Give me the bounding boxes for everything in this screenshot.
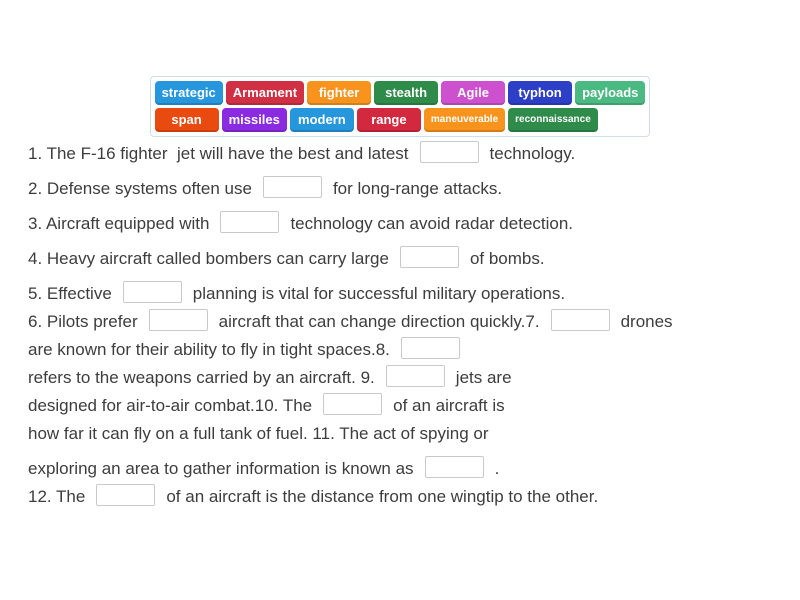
sentence-text: of an aircraft is the distance from one wingtip to the other. — [166, 487, 599, 506]
sentence-text: 6. Pilots prefer — [28, 312, 138, 331]
answer-blank[interactable] — [220, 211, 279, 233]
sentence-text: . — [494, 459, 500, 478]
sentence-text: 2. Defense systems often use — [28, 179, 252, 198]
sentence-line — [28, 336, 788, 364]
sentence-text: jets are — [455, 368, 512, 387]
sentence-text: designed for air-to-air combat.10. The — [28, 396, 313, 415]
word-bank-row — [155, 81, 646, 105]
answer-blank[interactable] — [420, 141, 479, 163]
answer-blank[interactable] — [263, 176, 322, 198]
sentence-text: for long-range attacks. — [332, 179, 503, 198]
sentence-line — [28, 364, 788, 392]
answer-blank[interactable] — [386, 365, 445, 387]
word-tile-maneuverable[interactable]: maneuverable — [424, 108, 505, 132]
sentence-text: technology can avoid radar detection. — [290, 214, 574, 233]
word-tile-stealth[interactable]: stealth — [374, 81, 438, 105]
sentence-paragraph — [28, 210, 788, 238]
word-bank — [150, 76, 651, 137]
sentence-text: technology. — [489, 144, 576, 163]
sentence-paragraph — [28, 140, 788, 168]
answer-blank[interactable] — [401, 337, 460, 359]
word-tile-range[interactable]: range — [357, 108, 421, 132]
sentence-line — [28, 483, 788, 511]
answer-blank[interactable] — [400, 246, 459, 268]
sentence-text: how far it can fly on a full tank of fuel. 11. The act of spying or — [28, 424, 489, 443]
answer-blank[interactable] — [96, 484, 155, 506]
sentence-line — [28, 280, 788, 308]
sentence-paragraph — [28, 455, 788, 511]
sentence-line — [28, 140, 788, 168]
answer-blank[interactable] — [149, 309, 208, 331]
sentence-text: drones — [620, 312, 673, 331]
sentence-text: exploring an area to gather information is known as — [28, 459, 414, 478]
sentence-list — [28, 140, 788, 511]
sentence-text: 12. The — [28, 487, 86, 506]
sentence-text: 4. Heavy aircraft called bombers can carry large — [28, 249, 389, 268]
sentence-line — [28, 420, 788, 448]
word-tile-agile[interactable]: Agile — [441, 81, 505, 105]
answer-blank[interactable] — [425, 456, 484, 478]
sentence-line — [28, 308, 788, 336]
word-tile-reconnaissance[interactable]: reconnaissance — [508, 108, 598, 132]
sentence-paragraph — [28, 175, 788, 203]
sentence-text: planning is vital for successful military operations. — [192, 284, 566, 303]
answer-blank[interactable] — [551, 309, 610, 331]
sentence-line — [28, 175, 788, 203]
word-tile-payloads[interactable]: payloads — [575, 81, 645, 105]
sentence-text: 5. Effective — [28, 284, 112, 303]
sentence-paragraph — [28, 280, 788, 448]
word-tile-fighter[interactable]: fighter — [307, 81, 371, 105]
word-tile-strategic[interactable]: strategic — [155, 81, 223, 105]
sentence-text: of bombs. — [469, 249, 545, 268]
sentence-line — [28, 392, 788, 420]
word-tile-armament[interactable]: Armament — [226, 81, 304, 105]
sentence-paragraph — [28, 245, 788, 273]
sentence-line — [28, 455, 788, 483]
word-tile-missiles[interactable]: missiles — [222, 108, 287, 132]
sentence-text: 3. Aircraft equipped with — [28, 214, 210, 233]
answer-blank[interactable] — [123, 281, 182, 303]
sentence-text: are known for their ability to fly in tight spaces.8. — [28, 340, 390, 359]
word-tile-modern[interactable]: modern — [290, 108, 354, 132]
sentence-text: aircraft that can change direction quickly.7. — [218, 312, 540, 331]
sentence-text: of an aircraft is — [393, 396, 505, 415]
answer-blank[interactable] — [323, 393, 382, 415]
sentence-text: 1. The F-16 fighter jet will have the best and latest — [28, 144, 409, 163]
sentence-text: refers to the weapons carried by an aircraft. 9. — [28, 368, 375, 387]
word-tile-typhon[interactable]: typhon — [508, 81, 572, 105]
sentence-line — [28, 210, 788, 238]
word-tile-span[interactable]: span — [155, 108, 219, 132]
sentence-line — [28, 245, 788, 273]
word-bank-row — [155, 108, 646, 132]
